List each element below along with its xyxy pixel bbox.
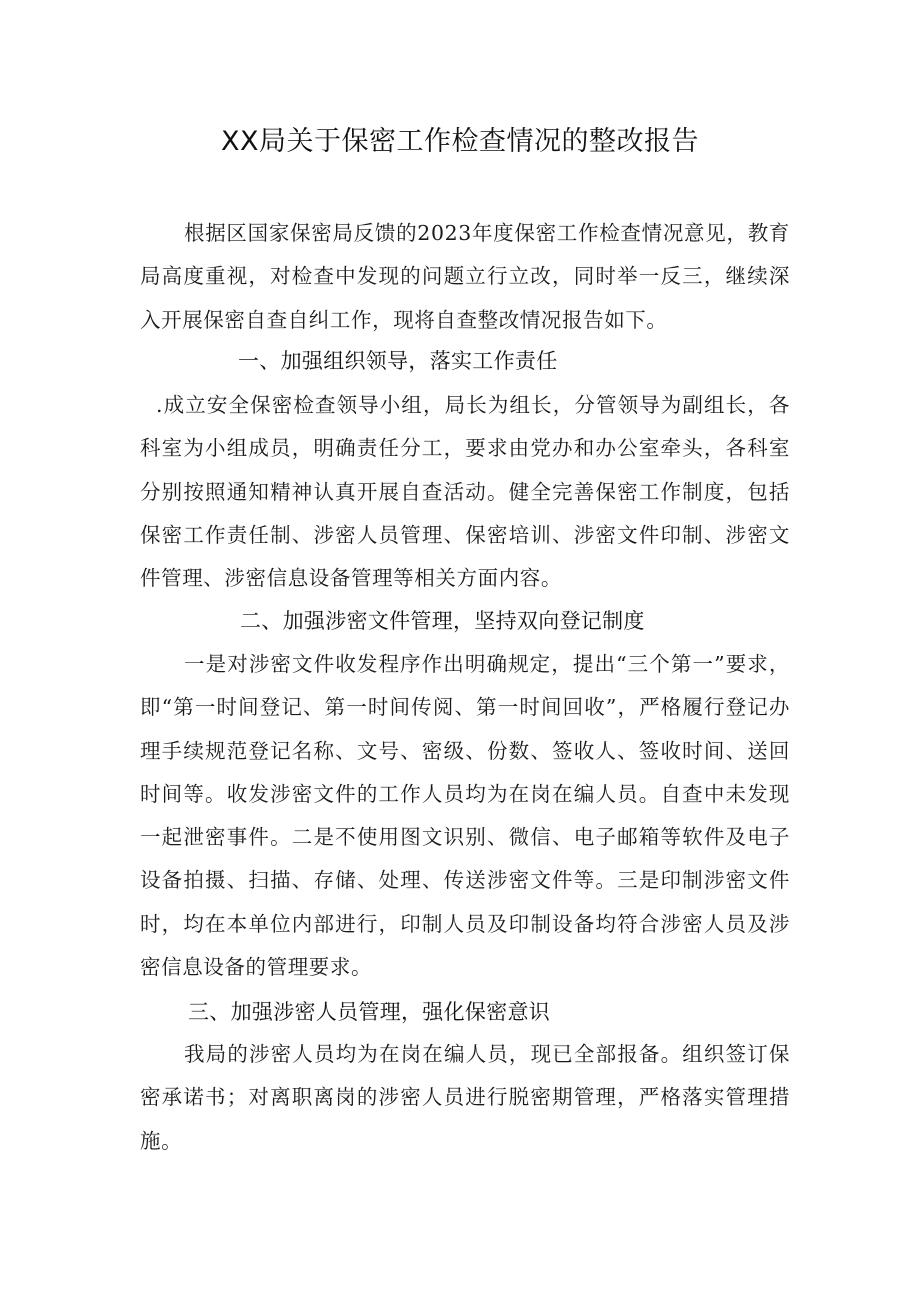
section-3-heading: 三、加强涉密人员管理，强化保密意识 bbox=[188, 1000, 551, 1024]
section-3-paragraph: 我局的涉密人员均为在岗在编人员，现已全部报备。组织签订保密承诺书；对离职离岗的涉密人员进行脱密期管理，严格落实管理措施。 bbox=[140, 1042, 790, 1153]
section-1-heading: 一、加强组织领导，落实工作责任 bbox=[238, 349, 558, 373]
section-2-heading: 二、加强涉密文件管理，坚持双向登记制度 bbox=[240, 609, 645, 633]
section-2-paragraph: 一是对涉密文件收发程序作出明确规定，提出“三个第一”要求，即“第一时间登记、第一时间传阅、第一时间回收”，严格履行登记办理手续规范登记名称、文号、密级、份数、签收人、签收时间、送回时间等。收发涉密文件的工作人员均为在岗在编人员。自查中未发现一起泄密事件。二是不使用图文识别、微信、电子邮箱等软件及电子设备拍摄、扫描、存储、处理、传送涉密文件等。三是印制涉密文件时，均在本单位内部进行，印制人员及印制设备均符合涉密人员及涉密信息设备的管理要求。 bbox=[140, 652, 790, 980]
section-1-paragraph: .成立安全保密检查领导小组，局长为组长，分管领导为副组长，各科室为小组成员，明确责任分工，要求由党办和办公室牵头，各科室分别按照通知精神认真开展自查活动。健全完善保密工作制度，包括保密工作责任制、涉密人员管理、保密培训、涉密文件印制、涉密文件管理、涉密信息设备管理等相关方面内容。 bbox=[140, 393, 790, 591]
intro-paragraph: 根据区国家保密局反馈的2023年度保密工作检查情况意见，教育局高度重视，对检查中发现的问题立行立改，同时举一反三，继续深入开展保密自查自纠工作，现将自查整改情况报告如下。 bbox=[140, 221, 790, 332]
document-title: XX局关于保密工作检查情况的整改报告 bbox=[221, 126, 699, 157]
